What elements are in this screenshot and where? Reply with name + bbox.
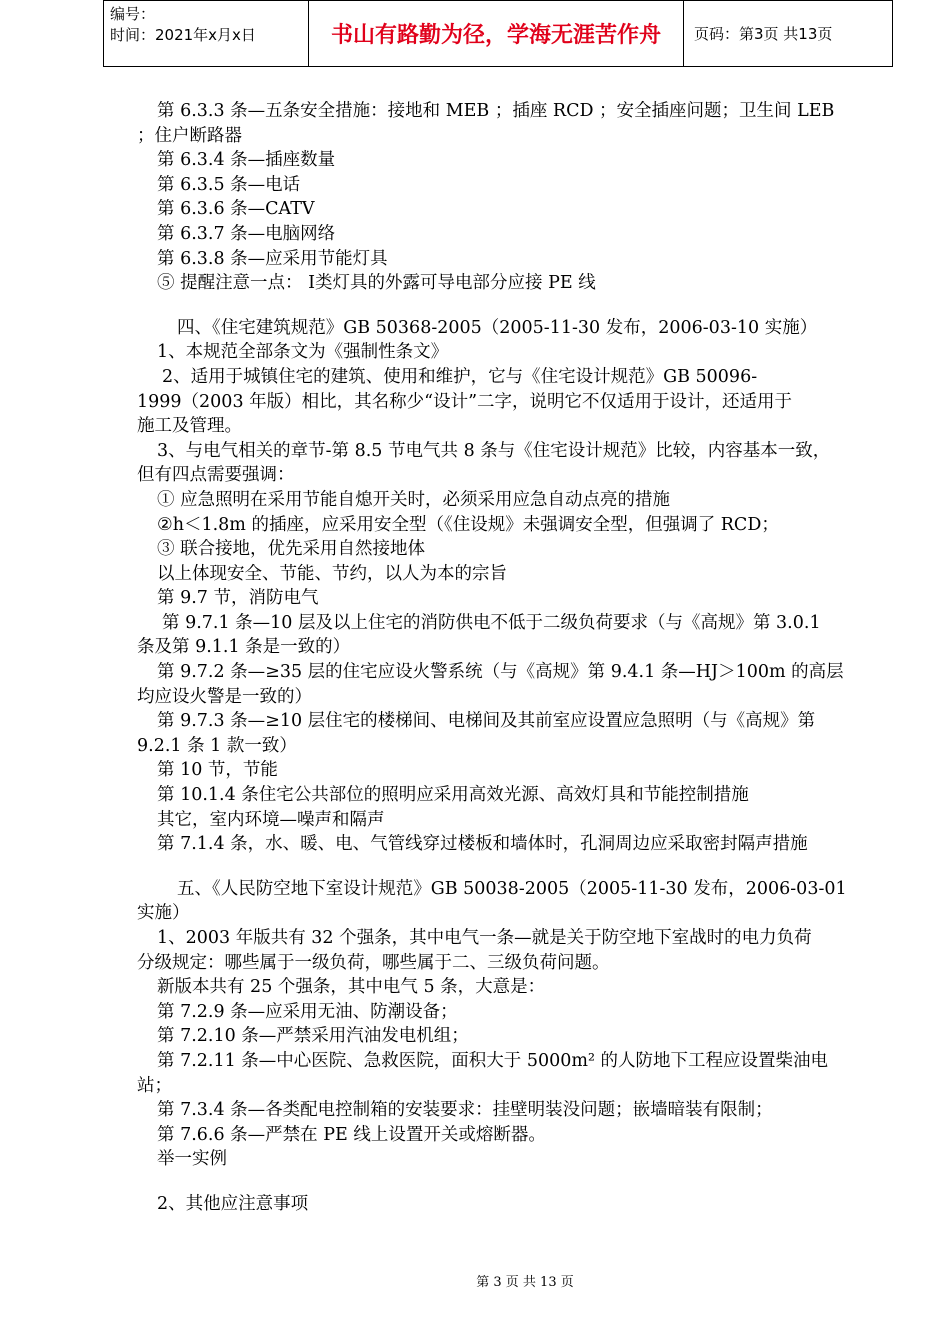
page-header: [103, 0, 893, 67]
text-line: ③ 联合接地，优先采用自然接地体: [157, 539, 426, 560]
text-line: 第 9.7.1 条—10 层及以上住宅的消防供电不低于二级负荷要求（与《高规》第 3.0.1: [162, 612, 821, 633]
header-date: 时间：2021年x月x日: [110, 26, 256, 44]
text-line: 第 6.3.8 条—应采用节能灯具: [157, 248, 388, 269]
text-line: 站；: [137, 1075, 172, 1096]
text-line: 第 6.3.4 条—插座数量: [157, 150, 336, 171]
paragraph-gap: [137, 1172, 861, 1192]
text-line: 第 9.7.3 条—≥10 层住宅的楼梯间、电梯间及其前室应设置应急照明（与《高规》第: [157, 711, 816, 732]
text-line: 第 7.2.9 条—应采用无油、防潮设备；: [157, 1001, 458, 1022]
text-line: 3、与电气相关的章节-第 8.5 节电气共 8 条与《住宅设计规范》比较，内容基本一致，: [157, 440, 831, 461]
text-line: 第 7.1.4 条，水、暖、电、气管线穿过楼板和墙体时，孔洞周边应采取密封隔声措施: [157, 834, 808, 855]
text-line: 其它，室内环境—噪声和隔声: [157, 809, 385, 830]
text-line: 第 7.2.10 条—严禁采用汽油发电机组；: [157, 1026, 469, 1047]
text-line: 第 10.1.4 条住宅公共部位的照明应采用高效光源、高效灯具和节能控制措施: [157, 785, 749, 806]
text-line: ⑤ 提醒注意一点： Ⅰ类灯具的外露可导电部分应接 PE 线: [157, 273, 596, 294]
text-line: 第 6.3.5 条—电话: [157, 174, 301, 195]
section-heading: 五、《人民防空地下室设计规范》GB 50038-2005（2005-11-30 发布，2006-03-01: [177, 878, 847, 899]
text-line: 均应设火警是一致的）: [137, 686, 312, 707]
text-line: ②h＜1.8m 的插座，应采用安全型（《住设规》未强调安全型，但强调了 RCD；: [157, 514, 779, 535]
text-line: 第 10 节，节能: [157, 760, 278, 781]
text-line: 9.2.1 条 1 款一致）: [137, 735, 297, 756]
text-line: 第 9.7 节，消防电气: [157, 588, 319, 609]
text-line: 新版本共有 25 个强条，其中电气 5 条，大意是：: [157, 977, 546, 998]
header-motto: 书山有路勤为径，学海无涯苦作舟: [309, 1, 684, 67]
section-heading: 四、《住宅建筑规范》GB 50368-2005（2005-11-30 发布，2006-03-10 实施）: [177, 317, 818, 338]
text-line: 但有四点需要强调：: [137, 465, 295, 486]
text-line: 条及第 9.1.1 条是一致的）: [137, 637, 351, 658]
text-line: ① 应急照明在采用节能自熄开关时，必须采用应急自动点亮的措施: [157, 489, 671, 510]
header-serial-label: 编号：: [110, 5, 156, 23]
text-line: 实施）: [137, 903, 190, 924]
text-line: 第 9.7.2 条—≥35 层的住宅应设火警系统（与《高规》第 9.4.1 条—HJ＞100m 的高层: [157, 662, 844, 683]
text-line: 1、2003 年版共有 32 个强条，其中电气一条—就是关于防空地下室战时的电力负荷: [157, 928, 812, 948]
text-line: 分级规定：哪些属于一级负荷，哪些属于二、三级负荷问题。: [137, 952, 610, 973]
text-line: 1999（2003 年版）相比，其名称少“设计”二字，说明它不仅适用于设计，还适用于: [137, 391, 793, 412]
text-line: 第 7.3.4 条—各类配电控制箱的安装要求：挂壁明装没问题；嵌墙暗装有限制；: [157, 1100, 773, 1121]
text-line: 第 7.6.6 条—严禁在 PE 线上设置开关或熔断器。: [157, 1124, 546, 1145]
header-page-info: 页码：第3页 共13页: [684, 1, 893, 67]
text-line: 第 7.2.11 条—中心医院、急救医院，面积大于 5000m² 的人防地下工程应设置柴油电: [157, 1050, 829, 1071]
text-line: 第 6.3.3 条—五条安全措施：接地和 MEB ；插座 RCD ；安全插座问题；卫生间 LEB: [157, 101, 835, 121]
text-line: 举一实例: [157, 1149, 227, 1170]
text-line: 2、其他应注意事项: [157, 1193, 309, 1214]
text-line: 第 6.3.6 条—CATV: [157, 199, 315, 220]
text-line: 第 6.3.7 条—电脑网络: [157, 223, 336, 244]
text-line: 以上体现安全、节能、节约，以人为本的宗旨: [157, 563, 507, 584]
text-line: 2、适用于城镇住宅的建筑、使用和维护，它与《住宅设计规范》GB 50096-: [162, 366, 758, 387]
paragraph-gap: [137, 857, 861, 877]
page-footer: 第 3 页 共 13 页: [476, 1275, 574, 1290]
text-line: 1、本规范全部条文为《强制性条文》: [157, 342, 449, 363]
paragraph-gap: [137, 296, 861, 316]
header-meta: [104, 1, 309, 67]
text-line: 施工及管理。: [137, 416, 242, 437]
document-body: [137, 99, 861, 1217]
text-line: ；住户断路器: [137, 125, 242, 146]
